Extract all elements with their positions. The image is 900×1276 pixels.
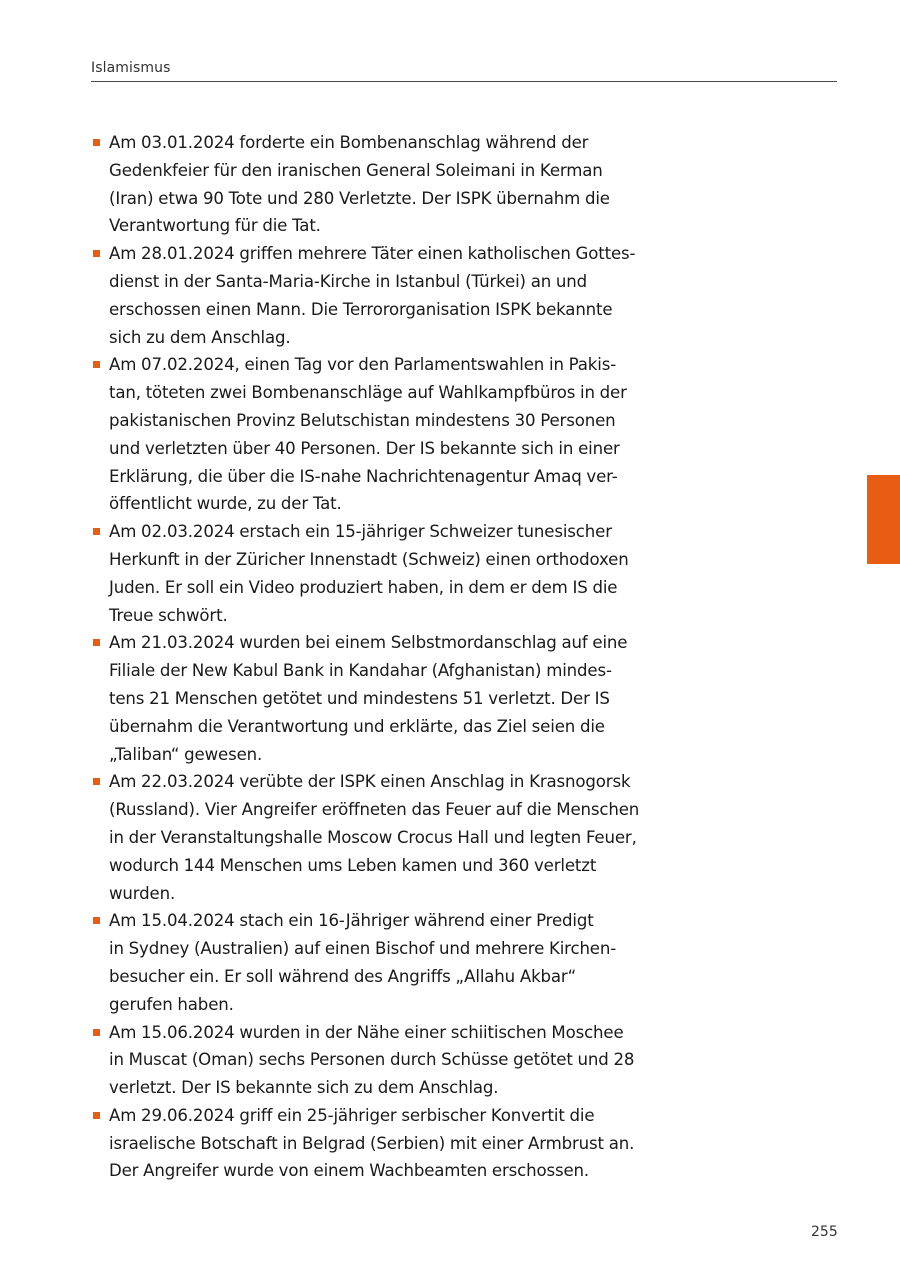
- text-line: israelische Botschaft in Belgrad (Serbien) mit einer Armbrust an.: [109, 1133, 635, 1153]
- bullet-square-icon: [93, 250, 100, 257]
- text-line: „Taliban“ gewesen.: [109, 744, 263, 764]
- text-line: Herkunft in der Züricher Innenstadt (Schweiz) einen orthodoxen: [109, 549, 629, 569]
- list-item: [91, 1019, 661, 1102]
- bullet-square-icon: [93, 528, 100, 535]
- text-line: Am 15.06.2024 wurden in der Nähe einer schiitischen Moschee: [109, 1022, 624, 1042]
- text-line: gerufen haben.: [109, 994, 234, 1014]
- list-item: [91, 768, 661, 907]
- bullet-square-icon: [93, 1029, 100, 1036]
- list-item: [91, 240, 661, 351]
- text-line: Am 22.03.2024 verübte der ISPK einen Anschlag in Krasnogorsk: [109, 772, 631, 792]
- bullet-square-icon: [93, 361, 100, 368]
- text-line: Treue schwört.: [109, 605, 228, 625]
- text-line: pakistanischen Provinz Belutschistan mindestens 30 Personen: [109, 410, 616, 430]
- text-line: Am 28.01.2024 griffen mehrere Täter einen katholischen Gottes-: [109, 244, 636, 264]
- text-line: Am 07.02.2024, einen Tag vor den Parlamentswahlen in Pakis-: [109, 355, 617, 375]
- text-line: Am 02.03.2024 erstach ein 15-jähriger Schweizer tunesischer: [109, 522, 612, 542]
- text-line: in der Veranstaltungshalle Moscow Crocus Hall und legten Feuer,: [109, 827, 637, 847]
- bullet-square-icon: [93, 139, 100, 146]
- text-line: öffentlicht wurde, zu der Tat.: [109, 494, 342, 514]
- text-line: Gedenkfeier für den iranischen General Soleimani in Kerman: [109, 160, 603, 180]
- text-line: in Muscat (Oman) sechs Personen durch Schüsse getötet und 28: [109, 1050, 635, 1070]
- text-line: dienst in der Santa-Maria-Kirche in Istanbul (Türkei) an und: [109, 271, 588, 291]
- event-list: [91, 129, 661, 1185]
- chapter-tab-marker: [867, 475, 900, 564]
- text-line: in Sydney (Australien) auf einen Bischof und mehrere Kirchen-: [109, 939, 617, 959]
- page-number: 255: [811, 1224, 838, 1240]
- text-line: sich zu dem Anschlag.: [109, 327, 291, 347]
- text-line: Am 03.01.2024 forderte ein Bombenanschlag während der: [109, 133, 589, 152]
- text-line: Am 15.04.2024 stach ein 16-Jähriger während einer Predigt: [109, 911, 594, 931]
- bullet-square-icon: [93, 639, 100, 646]
- text-line: Filiale der New Kabul Bank in Kandahar (Afghanistan) mindes-: [109, 661, 612, 681]
- list-item: [91, 518, 661, 629]
- text-line: (Iran) etwa 90 Tote und 280 Verletzte. Der ISPK übernahm die: [109, 188, 610, 208]
- text-line: Verantwortung für die Tat.: [109, 216, 321, 236]
- text-line: wurden.: [109, 883, 176, 903]
- text-line: wodurch 144 Menschen ums Leben kamen und 360 verletzt: [109, 855, 597, 875]
- list-item: [91, 907, 661, 1018]
- text-line: Am 21.03.2024 wurden bei einem Selbstmordanschlag auf eine: [109, 633, 628, 653]
- text-line: verletzt. Der IS bekannte sich zu dem Anschlag.: [109, 1078, 499, 1098]
- list-item: [91, 1102, 661, 1185]
- text-line: tens 21 Menschen getötet und mindestens 51 verletzt. Der IS: [109, 688, 610, 708]
- list-item: [91, 351, 661, 518]
- text-line: erschossen einen Mann. Die Terrororganisation ISPK bekannte: [109, 299, 613, 319]
- text-line: und verletzten über 40 Personen. Der IS bekannte sich in einer: [109, 438, 620, 458]
- text-line: (Russland). Vier Angreifer eröffneten das Feuer auf die Menschen: [109, 800, 640, 820]
- bullet-square-icon: [93, 778, 100, 785]
- text-line: Erklärung, die über die IS-nahe Nachrichtenagentur Amaq ver-: [109, 466, 618, 486]
- list-item: [91, 129, 661, 240]
- text-line: Juden. Er soll ein Video produziert haben, in dem er dem IS die: [109, 577, 618, 597]
- text-line: besucher ein. Er soll während des Angriffs „Allahu Akbar“: [109, 966, 577, 986]
- text-line: tan, töteten zwei Bombenanschläge auf Wahlkampfbüros in der: [109, 383, 627, 403]
- header-divider: [91, 81, 837, 82]
- list-item: [91, 629, 661, 768]
- text-line: übernahm die Verantwortung und erklärte, das Ziel seien die: [109, 716, 605, 736]
- bullet-square-icon: [93, 1112, 100, 1119]
- bullet-square-icon: [93, 917, 100, 924]
- text-line: Am 29.06.2024 griff ein 25-jähriger serbischer Konvertit die: [109, 1105, 595, 1125]
- running-header: Islamismus: [91, 60, 171, 76]
- text-line: Der Angreifer wurde von einem Wachbeamten erschossen.: [109, 1161, 590, 1181]
